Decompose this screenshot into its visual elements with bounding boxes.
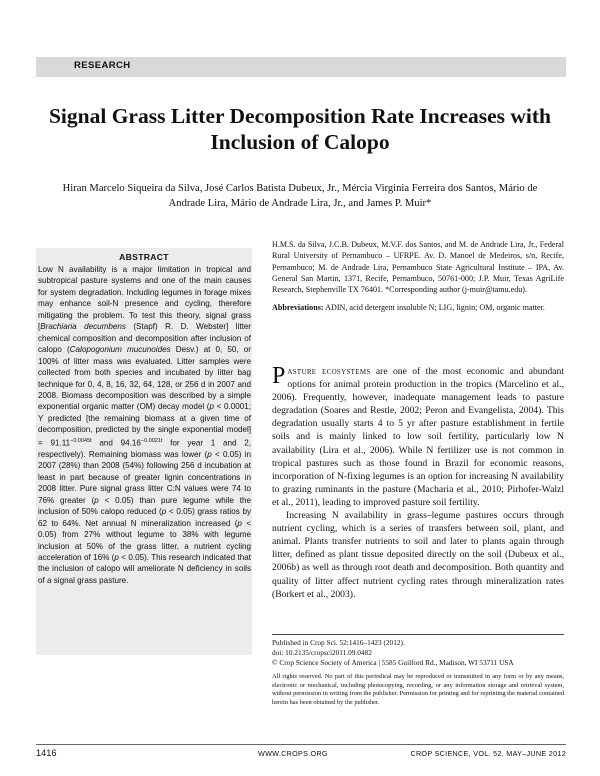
abbreviations: Abbreviations: ADIN, acid detergent insoluble N; LIG, lignin; OM, organic matter. — [272, 303, 545, 313]
author-list: Hiran Marcelo Siqueira da Silva, José Carlos Batista Dubeux, Jr., Mércia Virginia Ferreira dos Santos, Mário de Andrade Lira, Mário de Andrade Lira, Jr., and James P. Muir* — [62, 183, 538, 209]
rights-statement: All rights reserved. No part of this periodical may be reproduced or transmitted in any form or by any means, electronic or mechanical, including photocopying, recording, or any information storage and retrieval system, without permission in writing from the publisher. Permission for printing and for reprinting the material contained herein has been obtained by the publisher. — [272, 673, 564, 707]
section-label: RESEARCH — [74, 60, 131, 71]
doi-line: doi: 10.2135/cropsci2011.09.0482 — [272, 648, 372, 657]
footer-journal: CROP SCIENCE, VOL. 52, MAY–JUNE 2012 — [410, 749, 566, 758]
page-number: 1416 — [36, 748, 57, 758]
body-paragraph: Pasture ecosystems are one of the most economic and abundant options for animal protein production in the tropics (Marcelino et al., 2006). Frequently, however, inadequate management leads to pasture degradation (Soares and Restle, 2002; Peron and Evangelista, 2004). This degradation usually starts 4 to 5 yr after pasture establishment in fertile soils and is mainly linked to low soil fertility, particularly low N availability (Lira et al., 2006). While N fertilizer use is not common in tropical pastures such as those found in Brazil for economic reasons, incorporation of N-fixing legumes is an option for increasing N availability to grazing ruminants in the pasture (Macharia et al., 2010; Pirhofer-Walzl et al., 2011), leading to improved pasture soil fertility. — [272, 363, 565, 508]
section-banner — [36, 57, 566, 77]
abstract-heading: ABSTRACT — [119, 252, 169, 262]
body-paragraph: Increasing N availability in grass–legume pastures occurs through nutrient cycling, which is a series of transfers between soil, plant, and animal. Plants transfer nutrients to soil and later to plants again through litter, defined as plant tissue deposited directly on the soil (Dubeux et al., 2006b) as well as through root death and decomposition. Both quantity and quality of litter affect nutrient cycling rates through mineralization rates (Borkert et al., 2003). — [272, 510, 564, 600]
drop-cap: P — [272, 363, 286, 389]
copyright-line: © Crop Science Society of America | 5585 Guilford Rd., Madison, WI 53711 USA — [272, 658, 514, 667]
footer-divider — [36, 744, 566, 745]
abstract-box — [36, 248, 252, 655]
article-body — [272, 365, 564, 601]
publication-info — [272, 638, 564, 668]
citation-line: Published in Crop Sci. 52:1416–1423 (2012). — [272, 638, 405, 647]
front-matter — [272, 239, 564, 314]
author-affiliations: H.M.S. da Silva, J.C.B. Dubeux, M.V.F. dos Santos, and M. de Andrade Lira, Jr., Federal Rural University of Pernambuco – UFRPE. Av. D. Manoel de Medeiros, s/n, Recife, Pernambuco; M. de Andrade Lira, Pernambuco State Agricultural Institute – IPA, Av. General San Martin, 1371, Recife, Pernambuco, 50761-000; J.P. Muir, Texas AgriLife Research, Stephenville TX 76401. *Corresponding author (j-muir@tamu.edu). — [272, 240, 564, 295]
abstract-text: Low N availability is a major limitation in tropical and subtropical pasture systems and one of the main causes for system degradation. Including legumes in forage mixes may enhance soil-N presence and cycling, therefore mitigating the problem. To test this theory, signal grass [Brachiaria decumbens (Stapf) R. D. Webster] litter chemical composition and decomposition after inclusion of calopo (Calopogonium mucunoides Desv.) at 0, 50, or 100% of litter mass was evaluated. Litter samples were collected from both species and incubated by litter bag technique for 0, 4, 8, 16, 32, 64, 128, or 256 d in 2007 and 2008. Biomass decomposition was described by a simple exponential organic matter (OM) decay model (p < 0.0001; Y predicted [the remaining biomass at a given time of decomposition, predicted by the single exponential model] = $91.11^{-0.0045t}$ and $94.16^{-0.0021t}$ for year 1 and 2, respectively). Remaining biomass was lower (p < 0.05) in 2007 (28%) than 2008 (54%) following 256 d incubation at least in part because of greater lignin concentrations in 2008 litter. Pure signal grass litter C:N values were 74 to 76% greater (p < 0.05) than pure legume while the inclusion of 50% calopo reduced (p < 0.05) grass ratios by 62 to 64%. Net annual N mineralization increased (p < 0.05) from 27% without legume to 38% with legume inclusion at 50% of the grass litter, a nutrient cycling acceleration of 16% (p < 0.05). This research indicated that the inclusion of calopo will ameliorate N deficiency in soils of a signal grass pasture. — [38, 265, 252, 585]
divider — [272, 634, 564, 635]
article-title: Signal Grass Litter Decomposition Rate Increases with Inclusion of Calopo — [48, 104, 552, 154]
footer-url: WWW.CROPS.ORG — [258, 749, 328, 758]
